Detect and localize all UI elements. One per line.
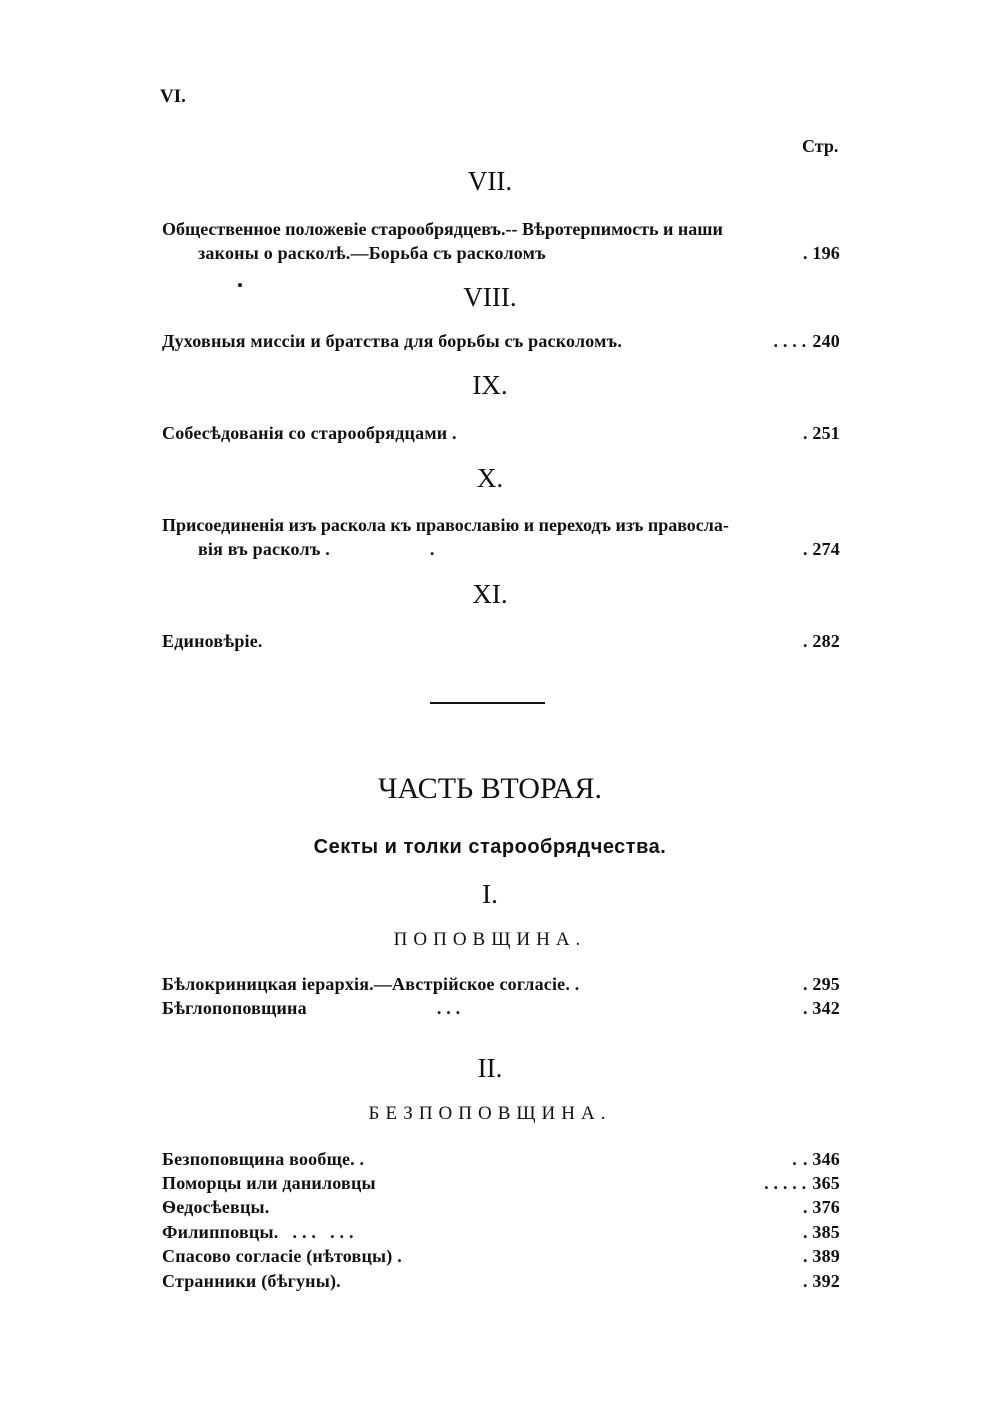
toc-entry-title: законы о расколѣ.—Борьба съ расколомъ	[198, 243, 546, 263]
toc-page: . 295	[803, 974, 840, 994]
toc-leader	[402, 1244, 803, 1268]
section-heading: БЕЗПОПОВЩИНА.	[368, 1103, 612, 1124]
toc-entry-title: Поморцы или даниловцы	[162, 1173, 376, 1193]
chapter-numeral: X.	[476, 463, 504, 493]
toc-entry[interactable]	[162, 629, 840, 653]
toc-page: . 385	[803, 1222, 840, 1242]
page-column-label: Стр.	[802, 136, 839, 156]
toc-entry-title: Духовныя миссіи и братства для борьбы съ расколомъ.	[162, 331, 623, 351]
section-heading: ПОПОВЩИНА.	[393, 929, 587, 950]
toc-entry-title: Собесѣдованія со старообрядцами .	[162, 423, 457, 443]
toc-entry-title: вія въ расколъ .	[198, 539, 330, 559]
toc-entry-line: Присоединенія изъ раскола къ православію и переходъ изъ правосла-	[162, 515, 729, 535]
toc-entry[interactable]	[162, 996, 840, 1020]
toc-page: . 376	[803, 1197, 840, 1217]
toc-page: . 342	[803, 998, 840, 1018]
toc-entry[interactable]	[162, 1171, 840, 1195]
toc-entry[interactable]	[162, 972, 840, 996]
toc-leader	[457, 421, 803, 445]
section-numeral: II.	[477, 1053, 503, 1083]
toc-page: . 282	[803, 631, 840, 651]
toc-entry[interactable]	[162, 421, 840, 445]
toc-page: 240	[812, 331, 840, 351]
toc-leader: . . . . .	[764, 1173, 807, 1193]
toc-entry-title: Странники (бѣгуны).	[162, 1271, 341, 1291]
toc-leader	[579, 972, 803, 996]
toc-entry-title: Филипповцы. . . . . . .	[162, 1222, 354, 1242]
part-title: ЧАСТЬ ВТОРАЯ.	[378, 772, 602, 805]
toc-leader: .	[792, 1149, 797, 1169]
page-number: VI.	[160, 86, 186, 107]
toc-leader	[269, 1195, 803, 1219]
toc-page: . 392	[803, 1271, 840, 1291]
toc-leader	[546, 241, 803, 265]
toc-page: . 389	[803, 1246, 840, 1266]
toc-entry-line: Общественное положевіе старообрядцевъ.-- Вѣротерпимость и наши	[162, 219, 723, 239]
chapter-numeral: IX.	[472, 370, 508, 400]
toc-leader	[354, 1220, 803, 1244]
chapter-numeral: XI.	[472, 579, 508, 609]
toc-leader	[263, 629, 803, 653]
toc-entry[interactable]	[162, 1220, 840, 1244]
toc-leader: . . . .	[773, 331, 807, 351]
toc-leader	[341, 1269, 803, 1293]
toc-entry[interactable]	[162, 1147, 840, 1171]
toc-entry-title: Спасово согласіе (нѣтовцы) .	[162, 1246, 402, 1266]
toc-entry-title: Безпоповщина вообще. .	[162, 1149, 365, 1169]
toc-entry[interactable]	[162, 1195, 840, 1219]
chapter-numeral: VII.	[467, 166, 513, 196]
toc-page: . 346	[803, 1149, 840, 1169]
toc-page: . 251	[803, 423, 840, 443]
toc-leader: .	[429, 539, 435, 559]
chapter-numeral: VIII.	[463, 282, 517, 312]
section-divider	[430, 702, 545, 704]
toc-entry-title: Бѣглопоповщина	[162, 998, 307, 1018]
toc-entry[interactable]	[162, 537, 840, 561]
toc-page: . 196	[803, 243, 840, 263]
toc-entry-title: Ѳедосѣевцы.	[162, 1197, 270, 1217]
toc-entry[interactable]	[162, 1244, 840, 1268]
part-subtitle: Секты и толки старообрядчества.	[313, 836, 667, 858]
toc-entry-title: Бѣлокриницкая іерархія.—Австрійское согласіе. .	[162, 974, 580, 994]
toc-entry-title: Единовѣріе.	[162, 631, 263, 651]
section-numeral: I.	[482, 879, 498, 909]
toc-entry[interactable]	[162, 329, 840, 353]
toc-page: . 274	[803, 539, 840, 559]
toc-page: 365	[812, 1173, 840, 1193]
toc-entry[interactable]	[162, 241, 840, 265]
toc-leader: . . .	[436, 998, 461, 1018]
toc-entry[interactable]	[162, 1269, 840, 1293]
